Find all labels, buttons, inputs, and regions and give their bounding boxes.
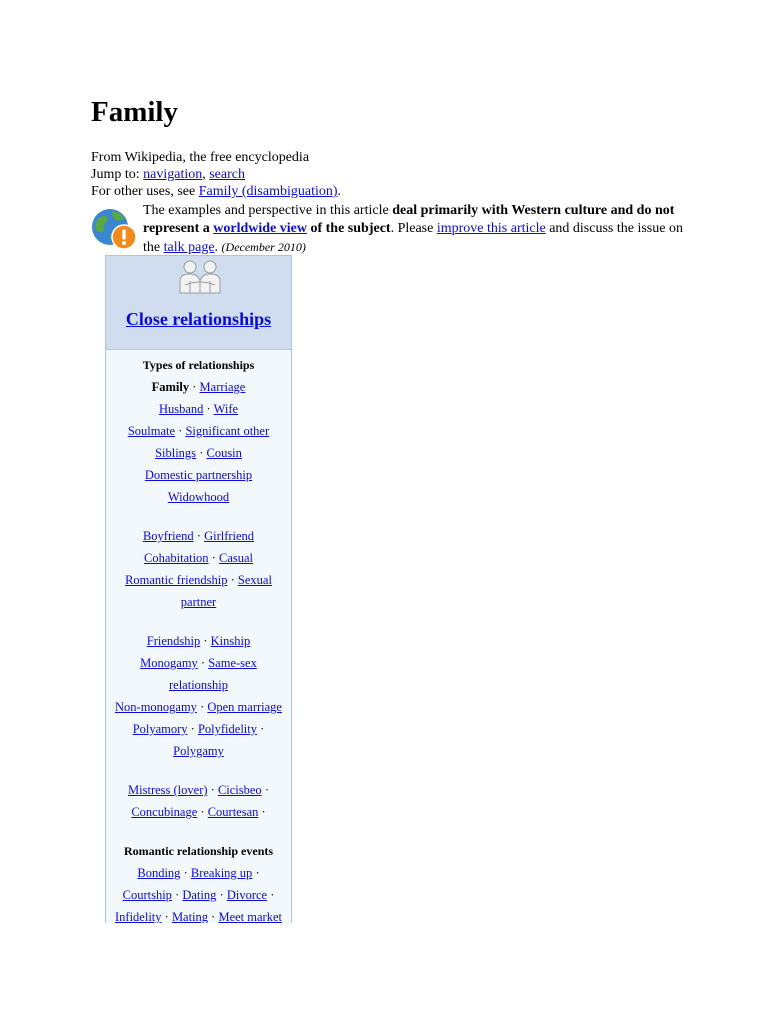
infobox-body <box>106 350 291 923</box>
same-sex-link-2[interactable]: relationship <box>168 678 228 692</box>
cohabitation-link[interactable]: Cohabitation <box>143 551 209 565</box>
cousin-link[interactable]: Cousin <box>206 446 242 460</box>
site-sub <box>91 149 309 166</box>
hatnote-prefix: For other uses, see <box>91 184 199 199</box>
same-sex-link-1[interactable]: Same-sex <box>208 656 257 670</box>
marriage-link[interactable]: Marriage <box>199 380 246 394</box>
sep: · <box>200 634 211 648</box>
sep: · <box>208 551 219 565</box>
sep: · <box>193 529 205 543</box>
group-structures <box>106 630 291 762</box>
jump-separator: , <box>202 167 210 182</box>
family-current: Family <box>151 380 190 394</box>
close-relationships-link[interactable]: Close relationships <box>125 309 272 329</box>
friendship-link[interactable]: Friendship <box>146 634 201 648</box>
sep: · <box>257 722 265 736</box>
disambiguation-link[interactable]: Family (disambiguation) <box>198 184 338 199</box>
sep: · <box>196 700 208 714</box>
notice-t9: . <box>214 240 222 255</box>
sep: · <box>196 446 207 460</box>
concubinage-link[interactable]: Concubinage <box>131 805 198 819</box>
sep: · <box>252 866 260 880</box>
significant-other-link[interactable]: Significant other <box>185 424 270 438</box>
sep: · <box>227 573 238 587</box>
two-people-icon <box>177 259 223 295</box>
navigation-link[interactable]: navigation <box>143 167 203 182</box>
page-title: Family <box>91 96 178 128</box>
mistress-link[interactable]: Mistress (lover) <box>128 783 208 797</box>
sep: · <box>216 888 227 902</box>
sep: · <box>208 910 219 923</box>
group-other <box>106 779 291 823</box>
sep: · <box>189 380 200 394</box>
notice-t1: The examples and perspective in this article <box>143 203 393 218</box>
group-family <box>106 354 291 508</box>
casual-link[interactable]: Casual <box>218 551 254 565</box>
sexual-partner-link-1[interactable]: Sexual <box>237 573 272 587</box>
divorce-link[interactable]: Divorce <box>226 888 268 902</box>
sep: · <box>161 910 172 923</box>
group-romantic <box>106 525 291 613</box>
sep: · <box>261 783 269 797</box>
jump-prefix: Jump to: <box>91 167 144 182</box>
polyfidelity-link[interactable]: Polyfidelity <box>197 722 257 736</box>
hatnote-suffix: . <box>337 184 342 199</box>
girlfriend-link[interactable]: Girlfriend <box>204 529 255 543</box>
sep: · <box>187 722 198 736</box>
siblings-link[interactable]: Siblings <box>155 446 197 460</box>
infidelity-link[interactable]: Infidelity <box>115 910 162 923</box>
relationships-infobox <box>105 255 292 923</box>
courtship-link[interactable]: Courtship <box>122 888 172 902</box>
breaking-up-link[interactable]: Breaking up <box>190 866 253 880</box>
notice-t2: deal primarily with Western culture and do not represent a <box>143 203 675 236</box>
open-marriage-link[interactable]: Open marriage <box>207 700 282 714</box>
sep: · <box>180 866 191 880</box>
mating-link[interactable]: Mating <box>171 910 209 923</box>
jump-to <box>91 166 245 183</box>
domestic-partnership-link[interactable]: Domestic partnership <box>144 468 253 482</box>
search-link[interactable]: search <box>209 167 245 182</box>
non-monogamy-link[interactable]: Non-monogamy <box>115 700 197 714</box>
courtesan-link[interactable]: Courtesan <box>207 805 259 819</box>
hatnote <box>91 183 341 200</box>
sep: · <box>197 805 208 819</box>
sep: · <box>203 402 214 416</box>
polyamory-link[interactable]: Polyamory <box>132 722 188 736</box>
wife-link[interactable]: Wife <box>213 402 239 416</box>
notice-date: (December 2010) <box>221 240 306 254</box>
romantic-friendship-link[interactable]: Romantic friendship <box>125 573 228 587</box>
sep: · <box>258 805 266 819</box>
widowhood-link[interactable]: Widowhood <box>167 490 230 504</box>
sep: · <box>267 888 275 902</box>
notice-t7: and discuss the issue on the <box>143 221 683 255</box>
notice-t5: . Please <box>390 221 437 236</box>
globe-warning-icon <box>90 206 138 252</box>
talk-page-link[interactable]: talk page <box>163 240 215 255</box>
kinship-link[interactable]: Kinship <box>210 634 251 648</box>
notice-text <box>143 202 683 257</box>
cicisbeo-link[interactable]: Cicisbeo <box>217 783 262 797</box>
husband-link[interactable]: Husband <box>158 402 204 416</box>
infobox-header <box>106 256 291 350</box>
improve-article-link[interactable]: improve this article <box>436 221 546 236</box>
bonding-link[interactable]: Bonding <box>137 866 181 880</box>
sep: · <box>207 783 218 797</box>
meet-market-link[interactable]: Meet market <box>218 910 282 923</box>
soulmate-link[interactable]: Soulmate <box>127 424 176 438</box>
types-heading: Types of relationships <box>142 358 255 372</box>
group-events <box>106 840 291 923</box>
worldwide-view-link[interactable]: worldwide view <box>213 221 307 236</box>
sexual-partner-link-2[interactable]: partner <box>180 595 217 609</box>
dating-link[interactable]: Dating <box>182 888 217 902</box>
monogamy-link[interactable]: Monogamy <box>140 656 198 670</box>
sep: · <box>175 424 186 438</box>
globalize-notice <box>90 202 683 258</box>
sep: · <box>171 888 183 902</box>
notice-t4: of the subject <box>306 221 391 236</box>
sep: · <box>197 656 209 670</box>
boyfriend-link[interactable]: Boyfriend <box>142 529 194 543</box>
polygamy-link[interactable]: Polygamy <box>173 744 224 758</box>
events-heading: Romantic relationship events <box>123 844 274 858</box>
from-text: From Wikipedia, the free encyclopedia <box>91 150 310 165</box>
